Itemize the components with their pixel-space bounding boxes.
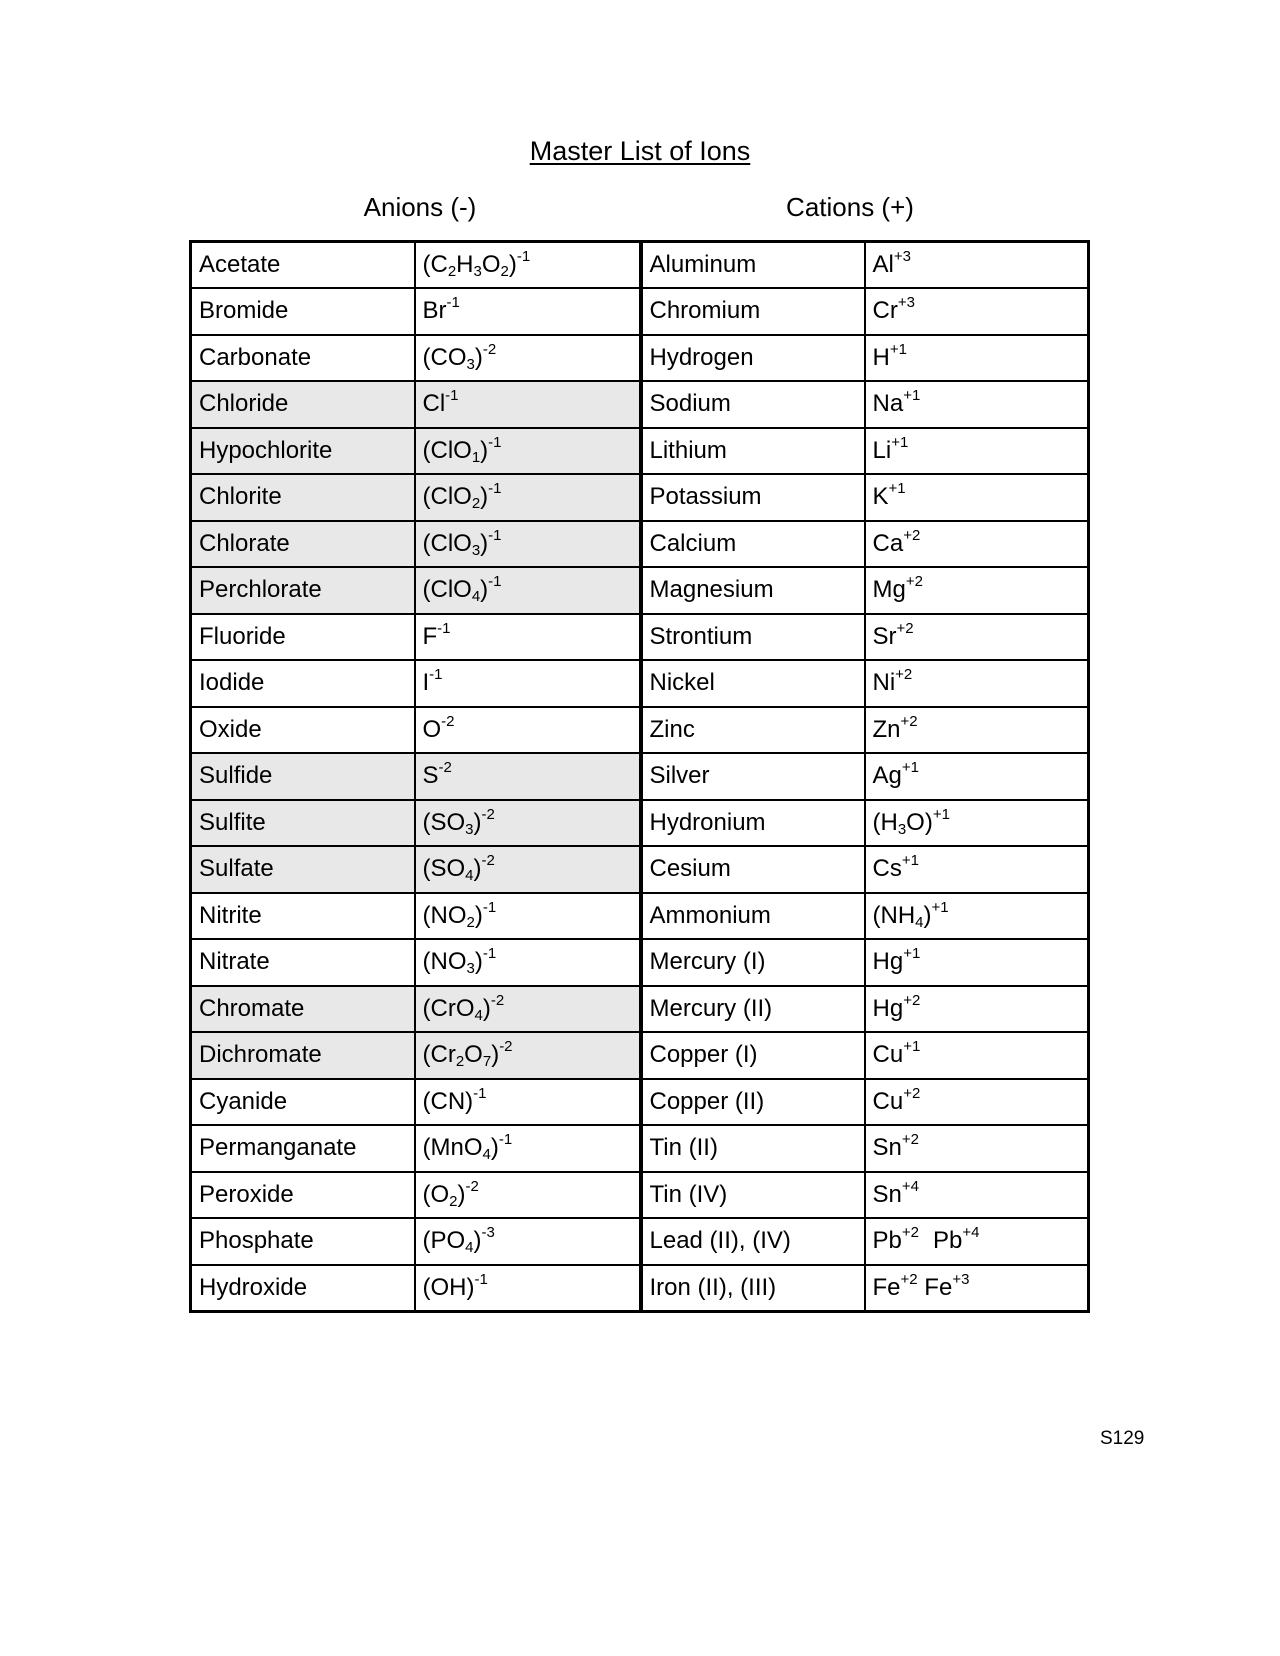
anion-name-cell: Hypochlorite: [191, 428, 415, 475]
table-row: [191, 428, 1089, 475]
cation-formula-cell: $Hg^{+2}$: [865, 986, 1089, 1033]
anion-name-cell: Cyanide: [191, 1079, 415, 1126]
table-row: [191, 614, 1089, 661]
anion-formula-cell: $O^{-2}$: [415, 707, 641, 754]
table-row: [191, 242, 1089, 289]
cation-name-cell: Hydrogen: [641, 335, 865, 382]
anion-formula-cell: $(NO_2)^{-1}$: [415, 893, 641, 940]
table-row: [191, 335, 1089, 382]
table-row: [191, 521, 1089, 568]
anion-formula-cell: $(MnO_4)^{-1}$: [415, 1125, 641, 1172]
anion-name-cell: Nitrite: [191, 893, 415, 940]
cation-name-cell: Calcium: [641, 521, 865, 568]
anion-name-cell: Nitrate: [191, 939, 415, 986]
cation-name-cell: Ammonium: [641, 893, 865, 940]
anion-formula-cell: $I^{-1}$: [415, 660, 641, 707]
cation-name-cell: Tin (IV): [641, 1172, 865, 1219]
cation-formula-cell: $Al^{+3}$: [865, 242, 1089, 289]
cation-formula-cell: $(H_3O)^{+1}$: [865, 800, 1089, 847]
cation-formula-cell: $K^{+1}$: [865, 474, 1089, 521]
cation-formula-cell: $Cu^{+2}$: [865, 1079, 1089, 1126]
anion-name-cell: Peroxide: [191, 1172, 415, 1219]
anion-name-cell: Carbonate: [191, 335, 415, 382]
ions-table-body: [191, 242, 1089, 1312]
cation-name-cell: Strontium: [641, 614, 865, 661]
cation-formula-cell: $Mg^{+2}$: [865, 567, 1089, 614]
cation-formula-cell: $Cs^{+1}$: [865, 846, 1089, 893]
anion-name-cell: Sulfide: [191, 753, 415, 800]
anion-name-cell: Hydroxide: [191, 1265, 415, 1312]
anion-name-cell: Chlorite: [191, 474, 415, 521]
table-row: [191, 567, 1089, 614]
anion-name-cell: Oxide: [191, 707, 415, 754]
anion-formula-cell: $(SO_3)^{-2}$: [415, 800, 641, 847]
anion-name-cell: Chlorate: [191, 521, 415, 568]
cation-formula-cell: $Hg^{+1}$: [865, 939, 1089, 986]
page-title: Master List of Ions: [529, 136, 751, 166]
anion-formula-cell: $(Cr_2O_7)^{-2}$: [415, 1032, 641, 1079]
cation-name-cell: Mercury (II): [641, 986, 865, 1033]
cation-name-cell: Lithium: [641, 428, 865, 475]
table-row: [191, 1172, 1089, 1219]
anion-name-cell: Iodide: [191, 660, 415, 707]
anion-name-cell: Acetate: [191, 242, 415, 289]
cation-formula-cell: $Ni^{+2}$: [865, 660, 1089, 707]
table-row: [191, 753, 1089, 800]
cation-formula-cell: $Cr^{+3}$: [865, 288, 1089, 335]
table-row: [191, 1218, 1089, 1265]
anion-formula-cell: (CN)$^{-1}$: [415, 1079, 641, 1126]
cation-formula-cell: $Fe^{+2}$ $Fe^{+3}$: [865, 1265, 1089, 1312]
cation-name-cell: Lead (II), (IV): [641, 1218, 865, 1265]
cation-formula-cell: $Zn^{+2}$: [865, 707, 1089, 754]
anion-formula-cell: $(ClO_1)^{-1}$: [415, 428, 641, 475]
cation-name-cell: Chromium: [641, 288, 865, 335]
cation-formula-cell: $Na^{+1}$: [865, 381, 1089, 428]
anion-formula-cell: $(ClO_2)^{-1}$: [415, 474, 641, 521]
cation-name-cell: Tin (II): [641, 1125, 865, 1172]
table-row: [191, 939, 1089, 986]
anion-formula-cell: $F^{-1}$: [415, 614, 641, 661]
anion-name-cell: Chromate: [191, 986, 415, 1033]
cation-name-cell: Iron (II), (III): [641, 1265, 865, 1312]
cation-name-cell: Cesium: [641, 846, 865, 893]
cation-name-cell: Potassium: [641, 474, 865, 521]
anion-formula-cell: $(CrO_4)^{-2}$: [415, 986, 641, 1033]
cation-formula-cell: $Pb^{+2}$ $Pb^{+4}$: [865, 1218, 1089, 1265]
cation-formula-cell: $(NH_4)^{+1}$: [865, 893, 1089, 940]
cation-name-cell: Mercury (I): [641, 939, 865, 986]
table-row: [191, 381, 1089, 428]
cation-name-cell: Nickel: [641, 660, 865, 707]
cation-name-cell: Hydronium: [641, 800, 865, 847]
anion-formula-cell: $(ClO_4)^{-1}$: [415, 567, 641, 614]
cation-name-cell: Copper (I): [641, 1032, 865, 1079]
anion-formula-cell: (OH)$^{-1}$: [415, 1265, 641, 1312]
anion-formula-cell: $Br^{-1}$: [415, 288, 641, 335]
anion-name-cell: Sulfite: [191, 800, 415, 847]
table-row: [191, 800, 1089, 847]
cation-formula-cell: $Sn^{+4}$: [865, 1172, 1089, 1219]
cations-heading: Cations (+): [786, 192, 914, 222]
anions-heading: Anions (-): [363, 192, 477, 222]
ions-table: [189, 240, 1090, 1313]
cation-formula-cell: $Ca^{+2}$: [865, 521, 1089, 568]
cation-name-cell: Copper (II): [641, 1079, 865, 1126]
table-row: [191, 1125, 1089, 1172]
table-row: [191, 1032, 1089, 1079]
table-row: [191, 986, 1089, 1033]
anion-name-cell: Permanganate: [191, 1125, 415, 1172]
cation-name-cell: Silver: [641, 753, 865, 800]
anion-formula-cell: $(SO_4)^{-2}$: [415, 846, 641, 893]
cation-name-cell: Zinc: [641, 707, 865, 754]
table-row: [191, 1079, 1089, 1126]
cation-formula-cell: $Sr^{+2}$: [865, 614, 1089, 661]
cation-name-cell: Aluminum: [641, 242, 865, 289]
anion-formula-cell: $(PO_4)^{-3}$: [415, 1218, 641, 1265]
anion-formula-cell: $(O_2)^{-2}$: [415, 1172, 641, 1219]
cation-name-cell: Sodium: [641, 381, 865, 428]
table-row: [191, 893, 1089, 940]
cation-formula-cell: $H^{+1}$: [865, 335, 1089, 382]
cation-formula-cell: $Li^{+1}$: [865, 428, 1089, 475]
anion-formula-cell: $(CO_3)^{-2}$: [415, 335, 641, 382]
cation-formula-cell: $Cu^{+1}$: [865, 1032, 1089, 1079]
anion-name-cell: Fluoride: [191, 614, 415, 661]
table-row: [191, 707, 1089, 754]
anion-name-cell: Phosphate: [191, 1218, 415, 1265]
table-row: [191, 846, 1089, 893]
table-row: [191, 474, 1089, 521]
table-row: [191, 1265, 1089, 1312]
table-row: [191, 288, 1089, 335]
anion-name-cell: Bromide: [191, 288, 415, 335]
anion-formula-cell: $(ClO_3)^{-1}$: [415, 521, 641, 568]
page-number: S129: [1100, 1428, 1145, 1449]
cation-name-cell: Magnesium: [641, 567, 865, 614]
anion-name-cell: Sulfate: [191, 846, 415, 893]
anion-formula-cell: $(NO_3)^{-1}$: [415, 939, 641, 986]
anion-formula-cell: $Cl^{-1}$: [415, 381, 641, 428]
anion-name-cell: Chloride: [191, 381, 415, 428]
table-row: [191, 660, 1089, 707]
cation-formula-cell: $Ag^{+1}$: [865, 753, 1089, 800]
anion-name-cell: Dichromate: [191, 1032, 415, 1079]
cation-formula-cell: $Sn^{+2}$: [865, 1125, 1089, 1172]
anion-formula-cell: $(C_2H_3O_2)^{-1}$: [415, 242, 641, 289]
anion-formula-cell: $S^{-2}$: [415, 753, 641, 800]
anion-name-cell: Perchlorate: [191, 567, 415, 614]
